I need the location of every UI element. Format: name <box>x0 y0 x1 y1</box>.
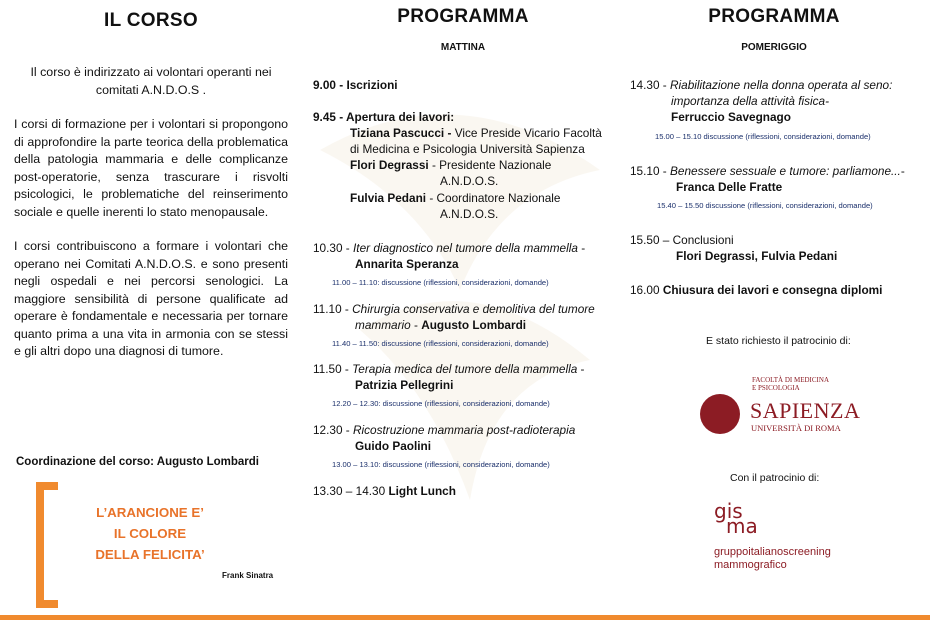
morning-title: PROGRAMMA <box>397 6 529 27</box>
orange-bracket <box>36 482 58 608</box>
course-paragraph-1: I corsi di formazione per i volontari si propongono di approfondire la parte teorica della problematica della patologia mammaria e delle complicanze post-operatorie, senza trascurare i risvolti psicologici, le problematiche del reinserimento sociale e quelle inerenti lo stato menopausale. <box>14 117 288 219</box>
item-chiusura: 16.00 Chiusura dei lavori e consegna diplomi <box>630 283 883 297</box>
quote-line-2: IL COLORE <box>113 526 187 541</box>
quote-block <box>58 502 242 565</box>
sapienza-faculty: FACOLTÀ DI MEDICINA E PSICOLOGIA <box>752 376 829 392</box>
afternoon-subtitle: POMERIGGIO <box>741 42 807 53</box>
speaker-pedani-org: A.N.D.O.S. <box>440 207 499 221</box>
item-conclusioni: 15.50 – Conclusioni <box>630 233 734 247</box>
quote-line-3: DELLA FELICITA’ <box>95 547 205 562</box>
speaker-savegnago: Ferruccio Savegnago <box>671 110 791 124</box>
discussion-6: 15.40 – 15.50 discussione (riflessioni, considerazioni, domande) <box>657 201 873 210</box>
item-riabilitazione-line2: importanza della attività fisica- <box>671 94 830 108</box>
speaker-delle-fratte: Franca Delle Fratte <box>676 180 783 194</box>
quote-author: Frank Sinatra <box>222 571 274 580</box>
course-title: IL CORSO <box>104 10 198 31</box>
speaker-paolini: Guido Paolini <box>355 439 432 453</box>
discussion-3: 12.20 – 12.30: discussione (riflessioni, considerazioni, domande) <box>332 399 550 408</box>
speaker-pellegrini: Patrizia Pellegrini <box>355 378 454 392</box>
item-chirurgia: 11.10 - Chirurgia conservativa e demolitiva del tumore <box>313 302 595 316</box>
gisma-logo: gis ma <box>714 499 758 538</box>
sapienza-name: SAPIENZA <box>750 398 861 423</box>
item-ricostruzione: 12.30 - Ricostruzione mammaria post-radioterapia <box>313 423 576 437</box>
speaker-degrassi: Flori Degrassi - Presidente Nazionale <box>350 158 552 172</box>
column-course <box>14 0 288 361</box>
quote-line-1: L’ARANCIONE E’ <box>96 505 204 520</box>
speaker-pascucci: Tiziana Pascucci - Vice Preside Vicario Facoltà <box>350 126 602 140</box>
speaker-conclusioni: Flori Degrassi, Fulvia Pedani <box>676 249 838 263</box>
item-iscrizioni: 9.00 - Iscrizioni <box>313 78 398 92</box>
sapienza-seal-icon <box>700 394 740 434</box>
sapienza-university: UNIVERSITÀ DI ROMA <box>751 423 841 433</box>
item-apertura-head: 9.45 - Apertura dei lavori: <box>313 110 455 124</box>
item-chirurgia-line2: mammario - Augusto Lombardi <box>355 318 527 332</box>
coordination-line: Coordinazione del corso: Augusto Lombardi <box>16 456 259 468</box>
patronage-requested: E stato richiesto il patrocinio di: <box>706 335 851 347</box>
afternoon-title: PROGRAMMA <box>708 6 840 27</box>
item-terapia: 11.50 - Terapia medica del tumore della mammella - <box>313 362 585 376</box>
speaker-pedani: Fulvia Pedani - Coordinatore Nazionale <box>350 191 561 205</box>
item-lunch: 13.30 – 14.30 Light Lunch <box>313 484 456 498</box>
item-riabilitazione: 14.30 - Riabilitazione nella donna operata al seno: <box>630 78 893 92</box>
course-intro: Il corso è indirizzato ai volontari operanti nei comitati A.N.D.O.S . <box>30 65 272 97</box>
discussion-1: 11.00 – 11.10: discussione (riflessioni, considerazioni, domande) <box>332 278 549 287</box>
gisma-text: gruppoitalianoscreening mammografico <box>714 546 831 571</box>
patronage-granted: Con il patrocinio di: <box>730 472 820 484</box>
speaker-degrassi-org: A.N.D.O.S. <box>440 174 499 188</box>
speaker-speranza: Annarita Speranza <box>355 257 459 271</box>
bottom-orange-bar <box>0 615 930 620</box>
item-benessere: 15.10 - Benessere sessuale e tumore: parliamone...- <box>630 164 905 178</box>
column-morning <box>308 0 618 53</box>
speaker-pascucci-role: di Medicina e Psicologia Università Sapienza <box>350 142 585 156</box>
discussion-4: 13.00 – 13.10: discussione (riflessioni, considerazioni, domande) <box>332 460 550 469</box>
column-afternoon <box>628 0 920 53</box>
course-paragraph-2: I corsi contribuiscono a formare i volontari che operano nei Comitati A.N.D.O.S. e sono presenti negli ospedali e nei percorsi senologici. La maggiore sensibilità di persone qualificate ad operare è fondamentale e necessaria per tornare quanto prima a una vita in armonia con se stessi e gli altri dopo una diagnosi di tumore. <box>14 239 288 358</box>
morning-subtitle: MATTINA <box>440 42 486 53</box>
discussion-2: 11.40 – 11.50: discussione (riflessioni, considerazioni, domande) <box>332 339 549 348</box>
discussion-5: 15.00 – 15.10 discussione (riflessioni, considerazioni, domande) <box>655 132 871 141</box>
item-iter-diagnostico: 10.30 - Iter diagnostico nel tumore della mammella - <box>313 241 586 255</box>
